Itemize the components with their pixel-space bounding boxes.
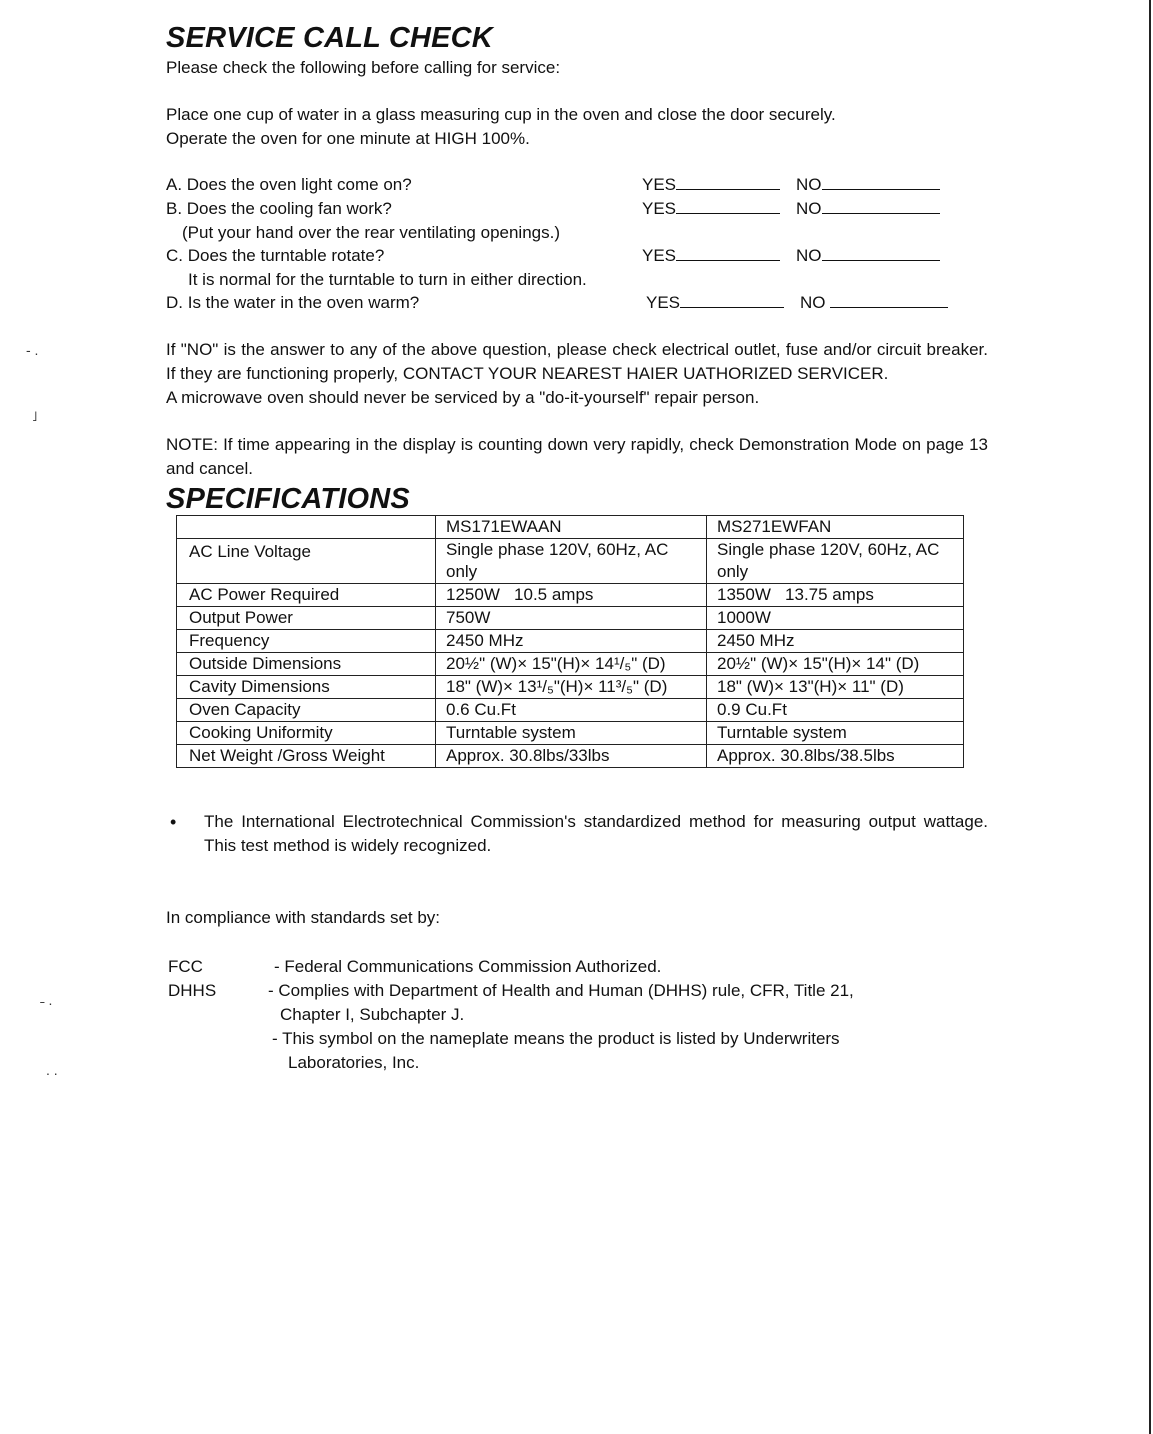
standard-desc-cont: Chapter I, Subchapter J. <box>280 1005 465 1024</box>
yes-field[interactable]: YES <box>642 244 780 268</box>
no-field[interactable]: NO <box>796 173 940 197</box>
demo-mode-note: NOTE: If time appearing in the display is counting down very rapidly, check Demonstration Mode on page 13 and cancel. <box>166 435 988 478</box>
spec-label: Cavity Dimensions <box>177 676 436 699</box>
specifications-title: SPECIFICATIONS <box>166 483 410 515</box>
yes-field[interactable]: YES <box>642 197 780 221</box>
standard-abbr: DHHS <box>168 981 217 1000</box>
document-page <box>166 20 988 1075</box>
spec-label: Output Power <box>177 607 436 630</box>
table-row <box>177 676 964 699</box>
question-row <box>166 244 988 268</box>
scan-speck: ˩ <box>32 408 38 424</box>
instruction-line: Operate the oven for one minute at HIGH 100%. <box>166 129 530 148</box>
iec-note: The International Electrotechnical Commission's standardized method for measuring output wattage. This test method is widely recognized. <box>204 812 988 855</box>
table-corner-cell <box>177 516 436 539</box>
scan-edge <box>1149 0 1151 1434</box>
spec-label: Cooking Uniformity <box>177 722 436 745</box>
table-row <box>177 584 964 607</box>
model-header: MS271EWFAN <box>707 516 964 539</box>
spec-value: 18" (W)× 13"(H)× 11" (D) <box>707 676 964 699</box>
table-header-row <box>177 516 964 539</box>
question-text: B. Does the cooling fan work? <box>166 199 392 218</box>
test-instructions <box>166 103 988 151</box>
instruction-line: Place one cup of water in a glass measuring cup in the oven and close the door securely. <box>166 105 836 124</box>
spec-value: 20½" (W)× 15"(H)× 14¹/₅" (D) <box>436 653 707 676</box>
spec-label: Frequency <box>177 630 436 653</box>
compliance-item <box>166 1027 988 1051</box>
spec-label: Net Weight /Gross Weight <box>177 745 436 768</box>
compliance-list <box>166 955 988 1075</box>
question-text: A. Does the oven light come on? <box>166 175 412 194</box>
spec-value: Turntable system <box>436 722 707 745</box>
spec-value: Single phase 120V, 60Hz, AC only <box>707 539 964 584</box>
table-row <box>177 653 964 676</box>
spec-value: 1000W <box>707 607 964 630</box>
scan-speck: . . <box>46 1062 58 1078</box>
table-row <box>177 607 964 630</box>
table-row <box>177 699 964 722</box>
table-row <box>177 722 964 745</box>
no-field[interactable]: NO <box>800 291 948 315</box>
yes-field[interactable]: YES <box>646 291 784 315</box>
spec-label: Outside Dimensions <box>177 653 436 676</box>
spec-value: 0.9 Cu.Ft <box>707 699 964 722</box>
question-row <box>166 291 988 315</box>
no-field[interactable]: NO <box>796 197 940 221</box>
spec-value: Approx. 30.8lbs/33lbs <box>436 745 707 768</box>
no-field[interactable]: NO <box>796 244 940 268</box>
standard-desc: - Complies with Department of Health and Human (DHHS) rule, CFR, Title 21, <box>268 981 854 1000</box>
standard-desc: - This symbol on the nameplate means the product is listed by Underwriters <box>272 1029 840 1048</box>
bullet-icon: • <box>170 812 177 832</box>
spec-value: 1350W 13.75 amps <box>707 584 964 607</box>
spec-value: 0.6 Cu.Ft <box>436 699 707 722</box>
table-row <box>177 745 964 768</box>
advice-warning: A microwave oven should never be serviced by a "do-it-yourself" repair person. <box>166 388 760 407</box>
table-row <box>177 539 964 584</box>
question-text: D. Is the water in the oven warm? <box>166 293 420 312</box>
check-questions <box>166 173 988 315</box>
compliance-intro: In compliance with standards set by: <box>166 908 441 927</box>
spec-value: 2450 MHz <box>436 630 707 653</box>
compliance-item <box>166 955 988 979</box>
scan-speck: ˗ . <box>40 992 53 1008</box>
question-row <box>166 197 988 221</box>
spec-value: 18" (W)× 13¹/₅"(H)× 11³/₅" (D) <box>436 676 707 699</box>
advice-text: If "NO" is the answer to any of the above question, please check electrical outlet, fuse and/or circuit breaker. If they are functioning properly, CONTACT YOUR NEAREST HAIER UATHORIZED SERVICER. <box>166 340 988 383</box>
standard-desc: - Federal Communications Commission Authorized. <box>274 957 662 976</box>
standard-desc-cont: Laboratories, Inc. <box>288 1053 420 1072</box>
spec-value: 1250W 10.5 amps <box>436 584 707 607</box>
table-row <box>177 630 964 653</box>
question-note: It is normal for the turntable to turn in either direction. <box>188 270 587 289</box>
spec-value: 20½" (W)× 15"(H)× 14" (D) <box>707 653 964 676</box>
yes-field[interactable]: YES <box>642 173 780 197</box>
service-call-check-title: SERVICE CALL CHECK <box>166 22 493 54</box>
spec-value: Single phase 120V, 60Hz, AC only <box>436 539 707 584</box>
spec-value: 2450 MHz <box>707 630 964 653</box>
spec-value: Approx. 30.8lbs/38.5lbs <box>707 745 964 768</box>
specifications-table <box>176 515 964 768</box>
question-note: (Put your hand over the rear ventilating openings.) <box>182 223 561 242</box>
scan-speck: - . <box>26 342 39 358</box>
question-text: C. Does the turntable rotate? <box>166 246 385 265</box>
service-intro: Please check the following before calling for service: <box>166 58 561 77</box>
spec-label: AC Power Required <box>177 584 436 607</box>
spec-value: 750W <box>436 607 707 630</box>
spec-label: AC Line Voltage <box>177 539 436 584</box>
spec-label: Oven Capacity <box>177 699 436 722</box>
spec-value: Turntable system <box>707 722 964 745</box>
model-header: MS171EWAAN <box>436 516 707 539</box>
iec-bullet <box>166 810 988 858</box>
standard-abbr: FCC <box>168 957 203 976</box>
compliance-item <box>166 979 988 1003</box>
question-row <box>166 173 988 197</box>
advice-block <box>166 338 988 410</box>
